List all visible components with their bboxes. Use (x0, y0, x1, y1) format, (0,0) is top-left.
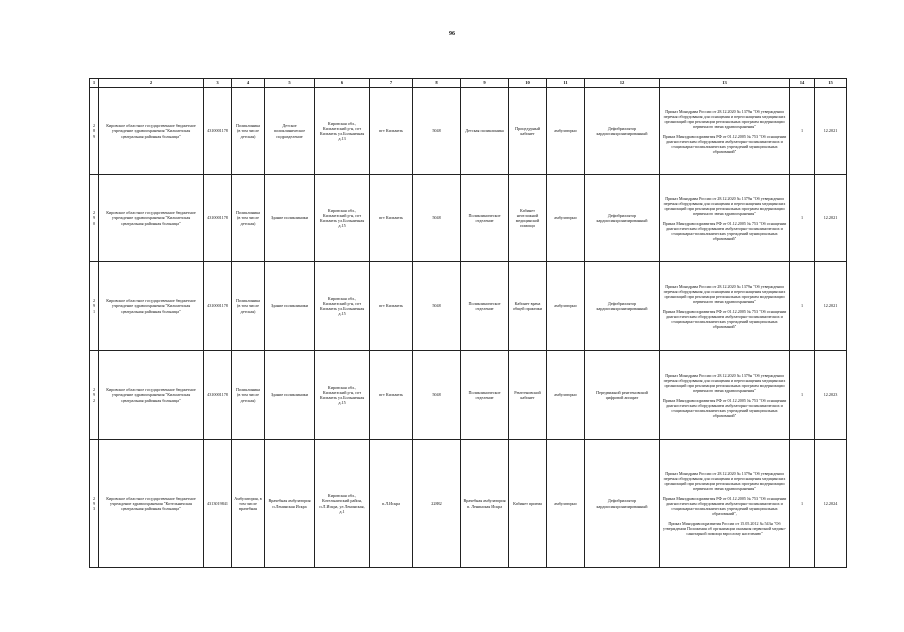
unit-type-cell: Амбулатория, в том числе врачебная (232, 440, 265, 568)
organization-cell: Кировское областное государственное бюджетное учреждение здравоохранения "Кильмезская центральная районная больница" (99, 175, 204, 262)
department-cell: Врачебная амбулатория п. Ленинская Искра (461, 440, 509, 568)
unit-type-cell: Поликлиника (в том числе детская) (232, 175, 265, 262)
row-number: 289 (90, 88, 99, 175)
table-row (90, 351, 847, 440)
quantity-cell: 1 (790, 440, 815, 568)
quantity-cell: 1 (790, 262, 815, 351)
code-cell: 5048 (413, 88, 461, 175)
column-header: 9 (461, 79, 509, 88)
inn-cell: 4310001178 (204, 88, 232, 175)
code-cell: 5048 (413, 175, 461, 262)
equipment-cell: Дефибриллятор кардиосинхронизированный (585, 175, 660, 262)
date-cell: 12.2021 (815, 262, 847, 351)
inn-cell: 4313019841 (204, 440, 232, 568)
care-mode-cell: амбулаторно (547, 88, 585, 175)
locality-cell: пгт Кильмезь (370, 175, 413, 262)
order-text: Приказ Минздравсоцразвития РФ от 01.12.2005 № 753 "Об оснащении диагностическим оборудованием амбулаторно-поликлинических и стационарно-поликлинических учреждений муниципальных образований" (662, 220, 787, 241)
organization-cell: Кировское областное государственное бюджетное учреждение здравоохранения "Кильмезская центральная районная больница" (99, 262, 204, 351)
order-text: Приказ Минздравсоцразвития РФ от 01.12.2005 № 753 "Об оснащении диагностическим оборудованием амбулаторно-поликлинических и стационарно-поликлинических учреждений муниципальных образований" (662, 308, 787, 329)
table-row (90, 440, 847, 568)
locality-cell: п.Л.Искра (370, 440, 413, 568)
inn-cell: 4310001178 (204, 175, 232, 262)
department-cell: Поликлиническое отделение (461, 351, 509, 440)
organization-cell: Кировское областное государственное бюджетное учреждение здравоохранения "Кильмезская центральная районная больница" (99, 351, 204, 440)
equipment-table (89, 78, 847, 568)
page-number: 96 (449, 31, 455, 37)
column-header: 5 (265, 79, 315, 88)
equipment-cell: Дефибриллятор кардиосинхронизированный (585, 88, 660, 175)
care-mode-cell: амбулаторно (547, 351, 585, 440)
quantity-cell: 1 (790, 88, 815, 175)
quantity-cell: 1 (790, 351, 815, 440)
unit-type-cell: Поликлиника (в том числе детская) (232, 262, 265, 351)
quantity-cell: 1 (790, 175, 815, 262)
equipment-cell: Дефибриллятор кардиосинхронизированный (585, 262, 660, 351)
legal-basis-cell (660, 262, 790, 351)
order-text: Приказ Минздравсоцразвития РФ от 01.12.2005 № 753 "Об оснащении диагностическим оборудованием амбулаторно-поликлинических и стационарно-поликлинических учреждений муниципальных образований", (662, 496, 787, 516)
column-header: 8 (413, 79, 461, 88)
order-text: Приказ Минздрава России от 28.12.2020 № 1379н "Об утверждении перечня оборудования для оснащения и переоснащения медицинских организаций при реализации региональных программ модернизации первичного звена здравоохранения" (663, 195, 786, 216)
address-cell: Кировская обл., Кильмезский р-н, пгт Кильмезь ул.Больничная д.15 (315, 262, 370, 351)
inn-cell: 4310001178 (204, 262, 232, 351)
department-cell: Детская поликлиника (461, 88, 509, 175)
header-row (90, 79, 847, 88)
address-cell: Кировская обл., Кильмезский р-н, пгт Кильмезь ул.Больничная д.15 (315, 175, 370, 262)
order-text: Приказ Минздравсоцразвития РФ от 01.12.2005 № 753 "Об оснащении диагностическим оборудованием амбулаторно-поликлинических и стационарно-поликлинических учреждений муниципальных образований" (662, 397, 787, 418)
table-row (90, 262, 847, 351)
locality-cell: пгт Кильмезь (370, 88, 413, 175)
equipment-cell: Передвижной рентгеновский цифровой аппарат (585, 351, 660, 440)
legal-basis-cell (660, 88, 790, 175)
column-header: 10 (509, 79, 547, 88)
column-header: 3 (204, 79, 232, 88)
building-cell: Здание поликлиники (265, 262, 315, 351)
column-header: 4 (232, 79, 265, 88)
legal-basis-cell (660, 351, 790, 440)
room-cell: Кабинет приема (509, 440, 547, 568)
column-header: 14 (790, 79, 815, 88)
room-cell: Процедурный кабинет (509, 88, 547, 175)
department-cell: Поликлиническое отделение (461, 175, 509, 262)
building-cell: Здание поликлиники (265, 175, 315, 262)
legal-basis-cell (660, 175, 790, 262)
date-cell: 12.2023 (815, 351, 847, 440)
room-cell: Кабинет врача общей практики (509, 262, 547, 351)
address-cell: Кировская обл., Кильмезский р-н, пгт Кильмезь ул.Больничная д.15 (315, 351, 370, 440)
equipment-cell: Дефибриллятор кардиосинхронизированный (585, 440, 660, 568)
locality-cell: пгт Кильмезь (370, 351, 413, 440)
table-row (90, 88, 847, 175)
organization-cell: Кировское областное государственное бюджетное учреждение здравоохранения "Котельничская центральная районная больница" (99, 440, 204, 568)
organization-cell: Кировское областное государственное бюджетное учреждение здравоохранения "Кильмезская центральная районная больница" (99, 88, 204, 175)
column-header: 11 (547, 79, 585, 88)
address-cell: Кировская обл., Котельничский район, п.Л.Искра, ул Ленинская, д.1 (315, 440, 370, 568)
order-text: Приказ Минздравсоцразвития России от 15.05.2012 № 543н "Об утверждении Положения об организации оказания первичной медико-санитарной помощи взрослому населению" (663, 521, 786, 536)
column-header: 1 (90, 79, 99, 88)
room-cell: Рентгеновский кабинет (509, 351, 547, 440)
building-cell: Здание поликлиники (265, 351, 315, 440)
code-cell: 5048 (413, 262, 461, 351)
legal-basis-cell (660, 440, 790, 568)
building-cell: Детское поликлиническое подразделение (265, 88, 315, 175)
row-number: 290 (90, 175, 99, 262)
room-cell: Кабинет неотложной медицинской помощи (509, 175, 547, 262)
inn-cell: 4310001178 (204, 351, 232, 440)
column-header: 2 (99, 79, 204, 88)
address-cell: Кировская обл., Кильмезский р-н, пгт Кильмезь ул.Больничная д.13 (315, 88, 370, 175)
column-header: 6 (315, 79, 370, 88)
order-text: Приказ Минздрава России от 28.12.2020 № 1379н "Об утверждении перечня оборудования для оснащения и переоснащения медицинских организаций при реализации региональных программ модернизации первичного звена здравоохранения" (663, 372, 786, 393)
order-text: Приказ Минздрава России от 28.12.2020 № 1379н "Об утверждении перечня оборудования для оснащения и переоснащения медицинских организаций при реализации региональных программ модернизации первичного звена здравоохранения" (663, 283, 786, 304)
column-header: 12 (585, 79, 660, 88)
unit-type-cell: Поликлиника (в том числе детская) (232, 351, 265, 440)
care-mode-cell: амбулаторно (547, 262, 585, 351)
date-cell: 12.2024 (815, 440, 847, 568)
row-number: 292 (90, 351, 99, 440)
unit-type-cell: Поликлиника (в том числе детская) (232, 88, 265, 175)
date-cell: 12.2021 (815, 88, 847, 175)
column-header: 7 (370, 79, 413, 88)
building-cell: Врачебная амбулатория п.Ленинская Искра (265, 440, 315, 568)
order-text: Приказ Минздравсоцразвития РФ от 01.12.2005 № 753 "Об оснащении диагностическим оборудованием амбулаторно-поликлинических и стационарно-поликлинических учреждений муниципальных образований" (662, 133, 787, 154)
table-row (90, 175, 847, 262)
department-cell: Поликлиническое отделение (461, 262, 509, 351)
code-cell: 22882 (413, 440, 461, 568)
care-mode-cell: амбулаторно (547, 440, 585, 568)
locality-cell: пгт Кильмезь (370, 262, 413, 351)
column-header: 15 (815, 79, 847, 88)
column-header: 13 (660, 79, 790, 88)
row-number: 293 (90, 440, 99, 568)
order-text: Приказ Минздрава России от 28.12.2020 № 1379н "Об утверждении перечня оборудования для оснащения и переоснащения медицинских организаций при реализации региональных программ модернизации первичного звена здравоохранения" (663, 108, 786, 129)
row-number: 291 (90, 262, 99, 351)
date-cell: 12.2021 (815, 175, 847, 262)
care-mode-cell: амбулаторно (547, 175, 585, 262)
order-text: Приказ Минздрава России от 28.12.2020 № 1379н "Об утверждении перечня оборудования для оснащения и переоснащения медицинских организаций при реализации региональных программ модернизации первичного звена здравоохранения" (663, 471, 786, 491)
code-cell: 5048 (413, 351, 461, 440)
